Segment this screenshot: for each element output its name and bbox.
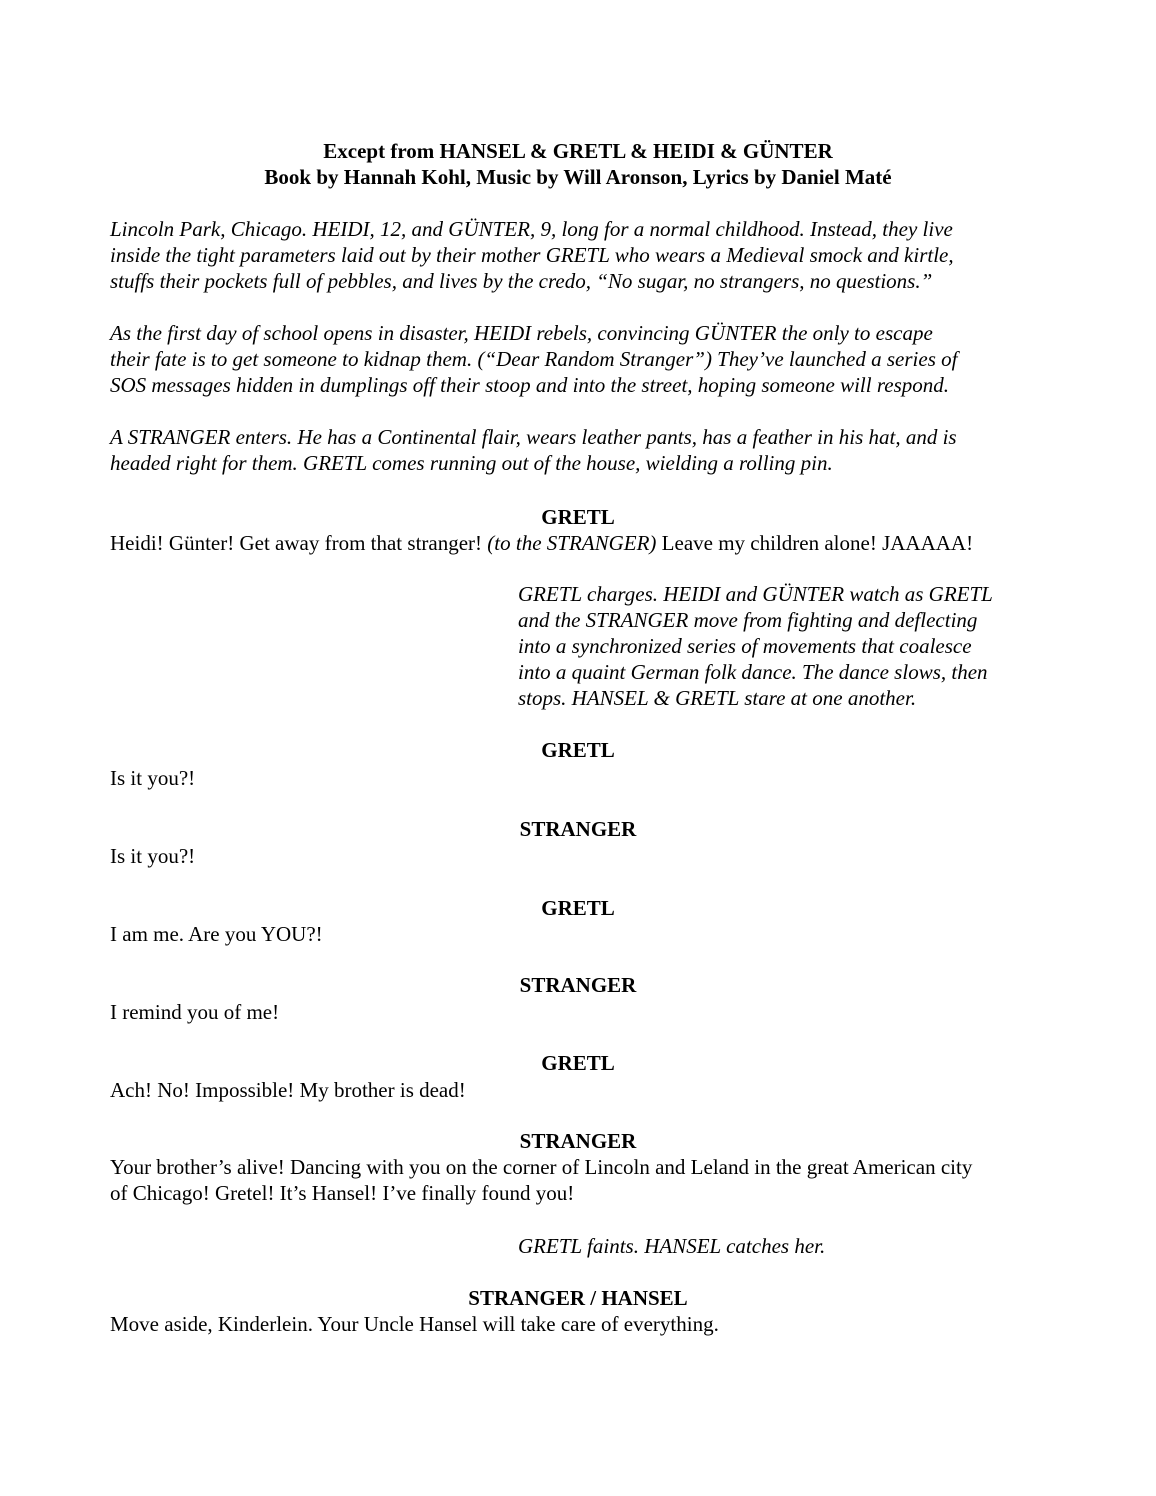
dialogue-line: of Chicago! Gretel! It’s Hansel! I’ve finally found you! — [110, 1181, 575, 1205]
stage-direction-line: GRETL charges. HEIDI and GÜNTER watch as GRETL — [518, 582, 993, 606]
speaker-name: STRANGER — [519, 1129, 637, 1153]
intro-line: SOS messages hidden in dumplings off their stoop and into the street, hoping someone will respond. — [110, 373, 949, 397]
dialogue-line: Is it you?! — [110, 844, 196, 868]
dialogue-line: Is it you?! — [110, 766, 196, 790]
document-credits: Book by Hannah Kohl, Music by Will Aronson, Lyrics by Daniel Maté — [264, 165, 892, 189]
intro-line: headed right for them. GRETL comes running out of the house, wielding a rolling pin. — [110, 451, 833, 475]
intro-paragraph-3 — [110, 424, 1070, 476]
dialogue-text: Leave my children alone! JAAAAA! — [661, 531, 974, 555]
document-title: Except from HANSEL & GRETL & HEIDI & GÜNTER — [323, 139, 833, 163]
dialogue-line: Move aside, Kinderlein. Your Uncle Hansel will take care of everything. — [110, 1312, 719, 1336]
speaker-name: GRETL — [541, 505, 615, 529]
stage-direction-line: into a synchronized series of movements that coalesce — [518, 634, 972, 658]
dialogue-line — [110, 530, 973, 556]
intro-paragraph-1 — [110, 216, 1070, 294]
intro-line: stuffs their pockets full of pebbles, and lives by the credo, “No sugar, no strangers, no questions.” — [110, 269, 933, 293]
speaker-name: GRETL — [541, 896, 615, 920]
dialogue-line: I am me. Are you YOU?! — [110, 922, 323, 946]
intro-line: Lincoln Park, Chicago. HEIDI, 12, and GÜNTER, 9, long for a normal childhood. Instead, they live — [110, 217, 953, 241]
intro-line: A STRANGER enters. He has a Continental flair, wears leather pants, has a feather in his hat, and is — [110, 425, 957, 449]
dialogue-line: I remind you of me! — [110, 1000, 280, 1024]
speaker-name: STRANGER — [519, 817, 637, 841]
intro-line: As the first day of school opens in disaster, HEIDI rebels, convincing GÜNTER the only to escape — [110, 321, 933, 345]
stage-direction-line: into a quaint German folk dance. The dance slows, then — [518, 660, 988, 684]
stage-direction-2: GRETL faints. HANSEL catches her. — [518, 1234, 826, 1258]
stage-direction-line: and the STRANGER move from fighting and deflecting — [518, 608, 978, 632]
intro-line: inside the tight parameters laid out by their mother GRETL who wears a Medieval smock and kirtle, — [110, 243, 954, 267]
speaker-name: STRANGER — [519, 973, 637, 997]
dialogue-line: Ach! No! Impossible! My brother is dead! — [110, 1078, 466, 1102]
speaker-name: GRETL — [541, 738, 615, 762]
dialogue-line: Your brother’s alive! Dancing with you on the corner of Lincoln and Leland in the great American city — [110, 1155, 973, 1179]
intro-paragraph-2 — [110, 320, 1070, 398]
parenthetical-direction: (to the STRANGER) — [487, 531, 657, 555]
speaker-name: GRETL — [541, 1051, 615, 1075]
stage-direction-1 — [518, 581, 993, 711]
intro-line: their fate is to get someone to kidnap them. (“Dear Random Stranger”) They’ve launched a series of — [110, 347, 958, 371]
stage-direction-line: stops. HANSEL & GRETL stare at one another. — [518, 686, 917, 710]
speaker-name: STRANGER / HANSEL — [468, 1286, 688, 1310]
dialogue-text: Heidi! Günter! Get away from that stranger! — [110, 531, 483, 555]
